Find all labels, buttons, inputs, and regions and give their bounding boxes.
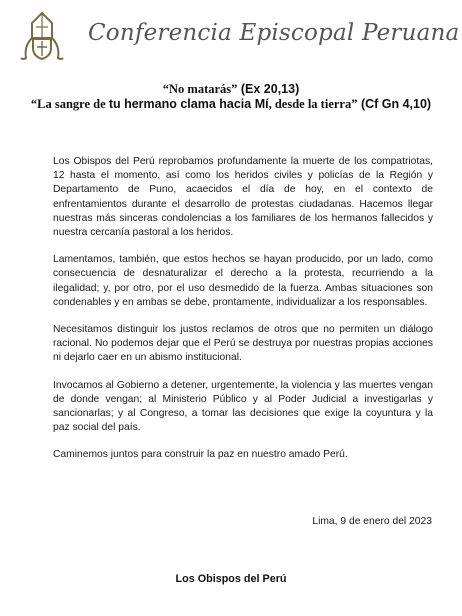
paragraph: Invocamos al Gobierno a detener, urgentemente, la violencia y las muertes vengan de donde vengan; al Ministerio Público y al Poder Judicial a investigarlas y sancionarlas; y al Congreso, a tomar las decisiones que exige la coyuntura y la paz social del país. [53,379,433,434]
title-quote-2c: , desde la tierra” [268,97,358,111]
title-reference-2: (Cf Gn 4,10) [357,97,432,111]
title-quote-1: “No matarás” [162,82,238,96]
title-line-1 [30,82,432,97]
paragraph: Los Obispos del Perú reprobamos profundamente la muerte de los compatriotas, 12 hasta el momento, así como los heridos civiles y policías de la Región y Departamento de Puno, acaecidos el día de hoy, en el contexto de enfrentamientos durante el desarrollo de protestas ciudadanas. Hacemos llegar nuestras más sinceras condolencias a los familiares de los hermanos fallecidos y nuestra cercanía pastoral a los heridos. [53,156,433,239]
paragraph: Necesitamos distinguir los justos reclamos de otros que no permiten un diálogo racional. No podemos dejar que el Perú se destruya por nuestras propias acciones ni dejarlo caer en un abismo institucional. [53,324,433,364]
title-quote-2a: “La sangre de [30,97,109,111]
title-quote-2b: tu hermano clama hacia Mí [108,97,269,111]
document-title [30,82,432,112]
organization-name: Conferencia Episcopal Peruana [88,20,460,46]
episcopal-mitre-crest-icon [18,10,66,62]
paragraph: Lamentamos, también, que estos hechos se hayan producido, por un lado, como consecuencia de desnaturalizar el derecho a la protesta, recurriendo a la ilegalidad; y, por otro, por el uso desmedido de la fuerza. Ambas situaciones son condenables y en ambas se debe, prontamente, individualizar a los responsables. [53,254,433,308]
letterhead [0,0,462,68]
signature: Los Obispos del Perú [175,573,287,585]
statement-body [53,155,433,476]
title-line-2 [30,97,432,112]
date-line: Lima, 9 de enero del 2023 [312,516,432,527]
title-reference-1: (Ex 20,13) [237,82,300,96]
paragraph: Caminemos juntos para construir la paz en nuestro amado Perú. [53,449,348,461]
